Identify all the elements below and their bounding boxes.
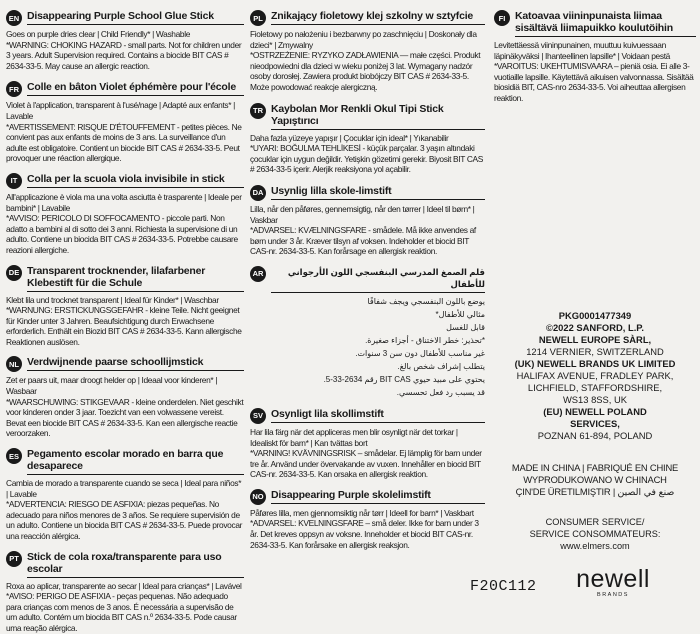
language-badge: IT [6,173,22,189]
section-body: Har lila färg när det appliceras men blir osynligt när det torkar | Idealiskt för barn* | Kan tvättas bort *VARNING! KVÄVNINGSRISK – smådelar. Ej lämplig för barn under tre år. Använd under övervakande av vuxen. Innehåller en biocid BIT CAS-nr. 2634-33-5. Kan orsaka en allergisk reaktion. [250,426,482,480]
language-badge: EN [6,10,22,26]
section-body: Påføres lilla, men gjennomsiktig når tørr | Ideell for barn* | Vaskbart *ADVARSEL: KVELNINGSFARE – små deler. Ikke for barn under 3 år. Det kreves oppsyn av voksne. Inneholder et biocid BIT CAS-nr. 2634-33-5. Kan forårsake en allergisk reaksjon. [250,507,479,550]
section-nl [6,356,244,439]
language-badge: NL [6,356,22,372]
language-badge: FR [6,81,22,97]
language-badge: AR [250,266,266,282]
manufacturer-address: PKG0001477349 ©2022 SANFORD, L.P. NEWELL EUROPE SÀRL, 1214 VERNIER, SWITZERLAND (UK) NEWELL BRANDS UK LIMITED HALIFAX AVENUE, FRADLEY PARK, LICHFIELD, STAFFORDSHIRE, WS13 8SS, UK (EU) NEWELL POLAND SERVICES, POZNAN 61-894, POLAND [514,310,676,441]
section-title: Disappearing Purple skolelimstift [271,489,485,504]
section-body: Roxa ao aplicar, transparente ao secar | Ideal para crianças* | Lavável *AVISO: PERIGO DE ASFIXIA - peças pequenas. Não adequado para crianças com menos de 3 anos. É necessária a supervisão de um adulto. Contém um biocida BIT CAS n.º 2634-33-5. Pode causar uma reação alérgica. [6,580,242,633]
section-title: Usynlig lilla skole-limstift [271,185,485,200]
section-body: All'applicazione è viola ma una volta asciutta è trasparente | Ideale per bambini* | Lavabile *AVVISO: PERICOLO DI SOFFOCAMENTO - piccole parti. Non adatto a bambini al di sotto dei 3 anni. Richiesta la supervisione di un adulto. Contiene un biocida BIT CAS # 2634-33-5. Potrebbe causare reazioni allergiche. [6,191,242,255]
section-body: Levitettäessä viininpunainen, muuttuu kuivuessaan läpinäkyväksi | Ihanteellinen lapsille* | Voidaan pestä *VAROITUS: UKEHTUMISVAARA – pieniä osia. Ei alle 3-vuotiaille lapsille. Käytettävä aikuisen valvonnassa. Sisältää biosidiä BIT, CAS-nro 2634-33-5. Voi aiheuttaa allergisen reaktion. [494,40,694,103]
customer-service: CONSUMER SERVICE/ SERVICE CONSOMMATEURS: www.elmers.com [529,517,661,551]
language-badge: SV [250,408,266,424]
section-tr [250,103,485,175]
section-it [6,173,244,256]
section-no [250,489,485,550]
brand-logo [568,567,658,598]
column-left [6,10,244,634]
language-badge: PL [250,10,266,26]
language-badge: TR [250,103,266,119]
section-fr [6,81,244,164]
section-ar [250,266,485,400]
column-right [494,10,696,104]
section-pt [6,551,244,634]
section-title: Verdwijnende paarse schoollijmstick [27,356,244,371]
column-middle [250,10,485,550]
section-title: Pegamento escolar morado en barra que desaparece [27,448,244,475]
section-title: Colle en bâton Violet éphémère pour l'école [27,81,244,96]
section-body: Daha fazla yüzeye yapışır | Çocuklar için ideal* | Yıkanabilir *UYARI: BOĞULMA TEHLİKESİ - küçük parçalar. 3 yaşın altındaki çocuklar için uygun değildir. Yetişkin gözetimi gerekir. Biyosit BIT CAS # 2634-33-5 içerir. Alerjik reaksiyona yol açabilir. [250,132,483,175]
language-badge: NO [250,489,266,505]
section-title: Katoavaa viininpunaista liimaa sisältävä liimapuikko koulutöihin [515,10,696,37]
section-body: Lilla, når den påføres, gennemsigtig, når den tørrer | Ideel til børn* | Vaskbar *ADVARSEL: KVÆLNINGSFARE - smådele. Må ikke anvendes af børn under 3 år. Kræver tilsyn af voksen. Indeholder et biocid BIT CAS-nr. 2634-33-5. Kan forårsage en allergisk reaktion. [250,203,476,257]
section-body: Klebt lila und trocknet transparent | Ideal für Kinder* | Waschbar *WARNUNG: ERSTICKUNGSGEFAHR - kleine Teile. Nicht geeignet für Kinder unter 3 Jahren. Beaufsichtigung durch Erwachsene erforderlich. Enthält ein Biozid BIT CAS # 2634-33-5. Kann allergische Reaktionen auslösen. [6,294,242,347]
section-en [6,10,244,71]
section-title: Disappearing Purple School Glue Stick [27,10,244,25]
section-sv [250,408,485,480]
section-title: Colla per la scuola viola invisibile in stick [27,173,244,188]
section-body: يوضع باللون البنفسجي ويجف شفافًا مثالي للأطفال* قابل للغسل *تحذير: خطر الاختناق - أجزاء صغيرة. غير مناسب للأطفال دون سن 3 سنوات. يتطلب إشراف شخص بالغ. يحتوي على مبيد حيوي BIT CAS رقم 2634-33-5. قد يسبب رد فعل تحسسي. [323,296,485,397]
section-da [250,185,485,257]
brand-sub: BRANDS [597,592,629,598]
section-title: Transparent trocknender, lilafarbener Klebestift für die Schule [27,265,244,292]
section-de [6,265,244,348]
section-body: Cambia de morado a transparente cuando se seca | Ideal para niños* | Lavable *ADVERTENCIA: RIESGO DE ASFIXIA: piezas pequeñas. No adecuado para niños menores de 3 años. Se requiere supervisión de un adulto. Contiene un biocida BIT CAS # 2634-33-5. Puede provocar una reacción alérgica. [6,478,243,541]
product-code: F20C112 [470,578,537,595]
section-title: Osynligt lila skollimstift [271,408,485,423]
section-title: Kaybolan Mor Renkli Okul Tipi Stick Yapıştırıcı [271,103,485,130]
section-title: قلم الصمغ المدرسي البنفسجي اللون الأرجواني للأطفال [271,266,485,293]
section-body: Goes on purple dries clear | Child Friendly* | Washable *WARNING: CHOKING HAZARD - small parts. Not for children under 3 years. Adult Supervision required. Contains a biocide BIT CAS # 2634-33-5. May cause an allergic reaction. [6,29,242,71]
brand-name: newell [576,565,650,593]
country-of-origin: MADE IN CHINA | FABRIQUÉ EN CHINE WYPRODUKOWANO W CHINACH ÇIN'DE ÜRETILMIŞTIR | صنع في الصين [511,462,679,497]
section-fi [494,10,696,104]
language-badge: ES [6,448,22,464]
section-body: Fioletowy po nałożeniu i bezbarwny po zaschnięciu | Doskonały dla dzieci* | Zmywalny *OSTRZEŻENIE: RYZYKO ZADŁAWIENIA — małe części. Produkt nieodpowiedni dla dzieci w wieku poniżej 3 lat. Wymagany nadzór osoby dorosłej. Zawiera produkt biobójczy BIT CAS # 2634-33-5. Może powodować reakcje alergiczną. [250,29,481,92]
section-body: Zet er paars uit, maar droogt helder op | Ideaal voor kinderen* | Wasbaar *WAARSCHUWING: STIKGEVAAR - kleine onderdelen. Niet geschikt voor kinderen onder 3 jaar. Toezicht van een volwassene vereist. Bevat een biocide BIT CAS # 2634-33-5. Kan een allergische reactie veroorzaken. [6,375,244,439]
language-badge: DA [250,185,266,201]
section-pl [250,10,485,93]
language-badge: DE [6,265,22,281]
language-badge: PT [6,551,22,567]
section-es [6,448,244,542]
language-badge: FI [494,10,510,26]
section-body: Violet à l'application, transparent à l'usé/nage | Adapté aux enfants* | Lavable *AVERTISSEMENT: RISQUE D'ÉTOUFFEMENT - petites pièces. Ne convient pas aux enfants de moins de 3 ans. La surveillance d'un adulte est obligatoire. Contient un biocide BIT CAS # 2634-33-5. Peut provoquer une réaction allergique. [6,100,242,164]
section-title: Stick de cola roxa/transparente para uso escolar [27,551,244,578]
section-title: Znikający fioletowy klej szkolny w sztyfcie [271,10,485,25]
